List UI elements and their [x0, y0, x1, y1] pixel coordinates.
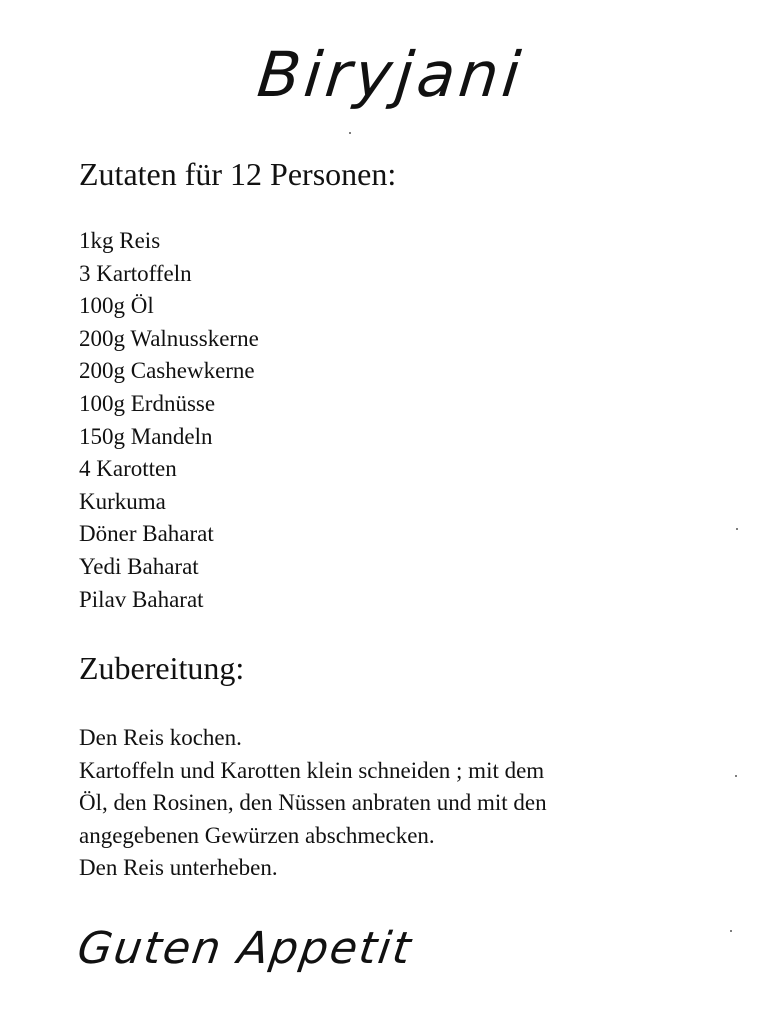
ingredient-item: 100g Öl [79, 293, 154, 319]
ingredient-item: 3 Kartoffeln [79, 260, 192, 286]
ingredient-item: Pilav Baharat [79, 586, 204, 612]
scan-speck [730, 930, 732, 932]
ingredient-item: Kurkuma [79, 488, 166, 514]
preparation-line: Den Reis unterheben. [79, 855, 278, 881]
recipe-title: Biryjani [254, 38, 528, 111]
ingredient-item: 200g Cashewkerne [79, 358, 255, 384]
preparation-text [79, 722, 719, 885]
ingredient-item: 150g Mandeln [79, 423, 213, 449]
scan-speck [736, 528, 738, 530]
preparation-line: Kartoffeln und Karotten klein schneiden ; mit dem [79, 757, 545, 783]
ingredient-item: 4 Karotten [79, 456, 177, 482]
ingredients-list [79, 225, 259, 616]
ingredient-item: 100g Erdnüsse [79, 390, 216, 416]
ingredient-item: 200g Walnusskerne [79, 325, 259, 351]
ingredient-item: Döner Baharat [79, 521, 214, 547]
scan-speck [735, 775, 737, 777]
preparation-heading: Zubereitung: [79, 650, 245, 686]
ingredients-heading: Zutaten für 12 Personen: [79, 156, 397, 192]
preparation-line: Den Reis kochen. [79, 725, 242, 750]
ingredient-item: 1kg Reis [79, 228, 161, 253]
scan-speck [349, 132, 351, 134]
ingredient-item: Yedi Baharat [79, 553, 199, 579]
preparation-line: angegebenen Gewürzen abschmecken. [79, 822, 435, 848]
closing-greeting: Guten Appetit [74, 923, 416, 974]
preparation-line: Öl, den Rosinen, den Nüssen anbraten und mit den [79, 790, 547, 816]
